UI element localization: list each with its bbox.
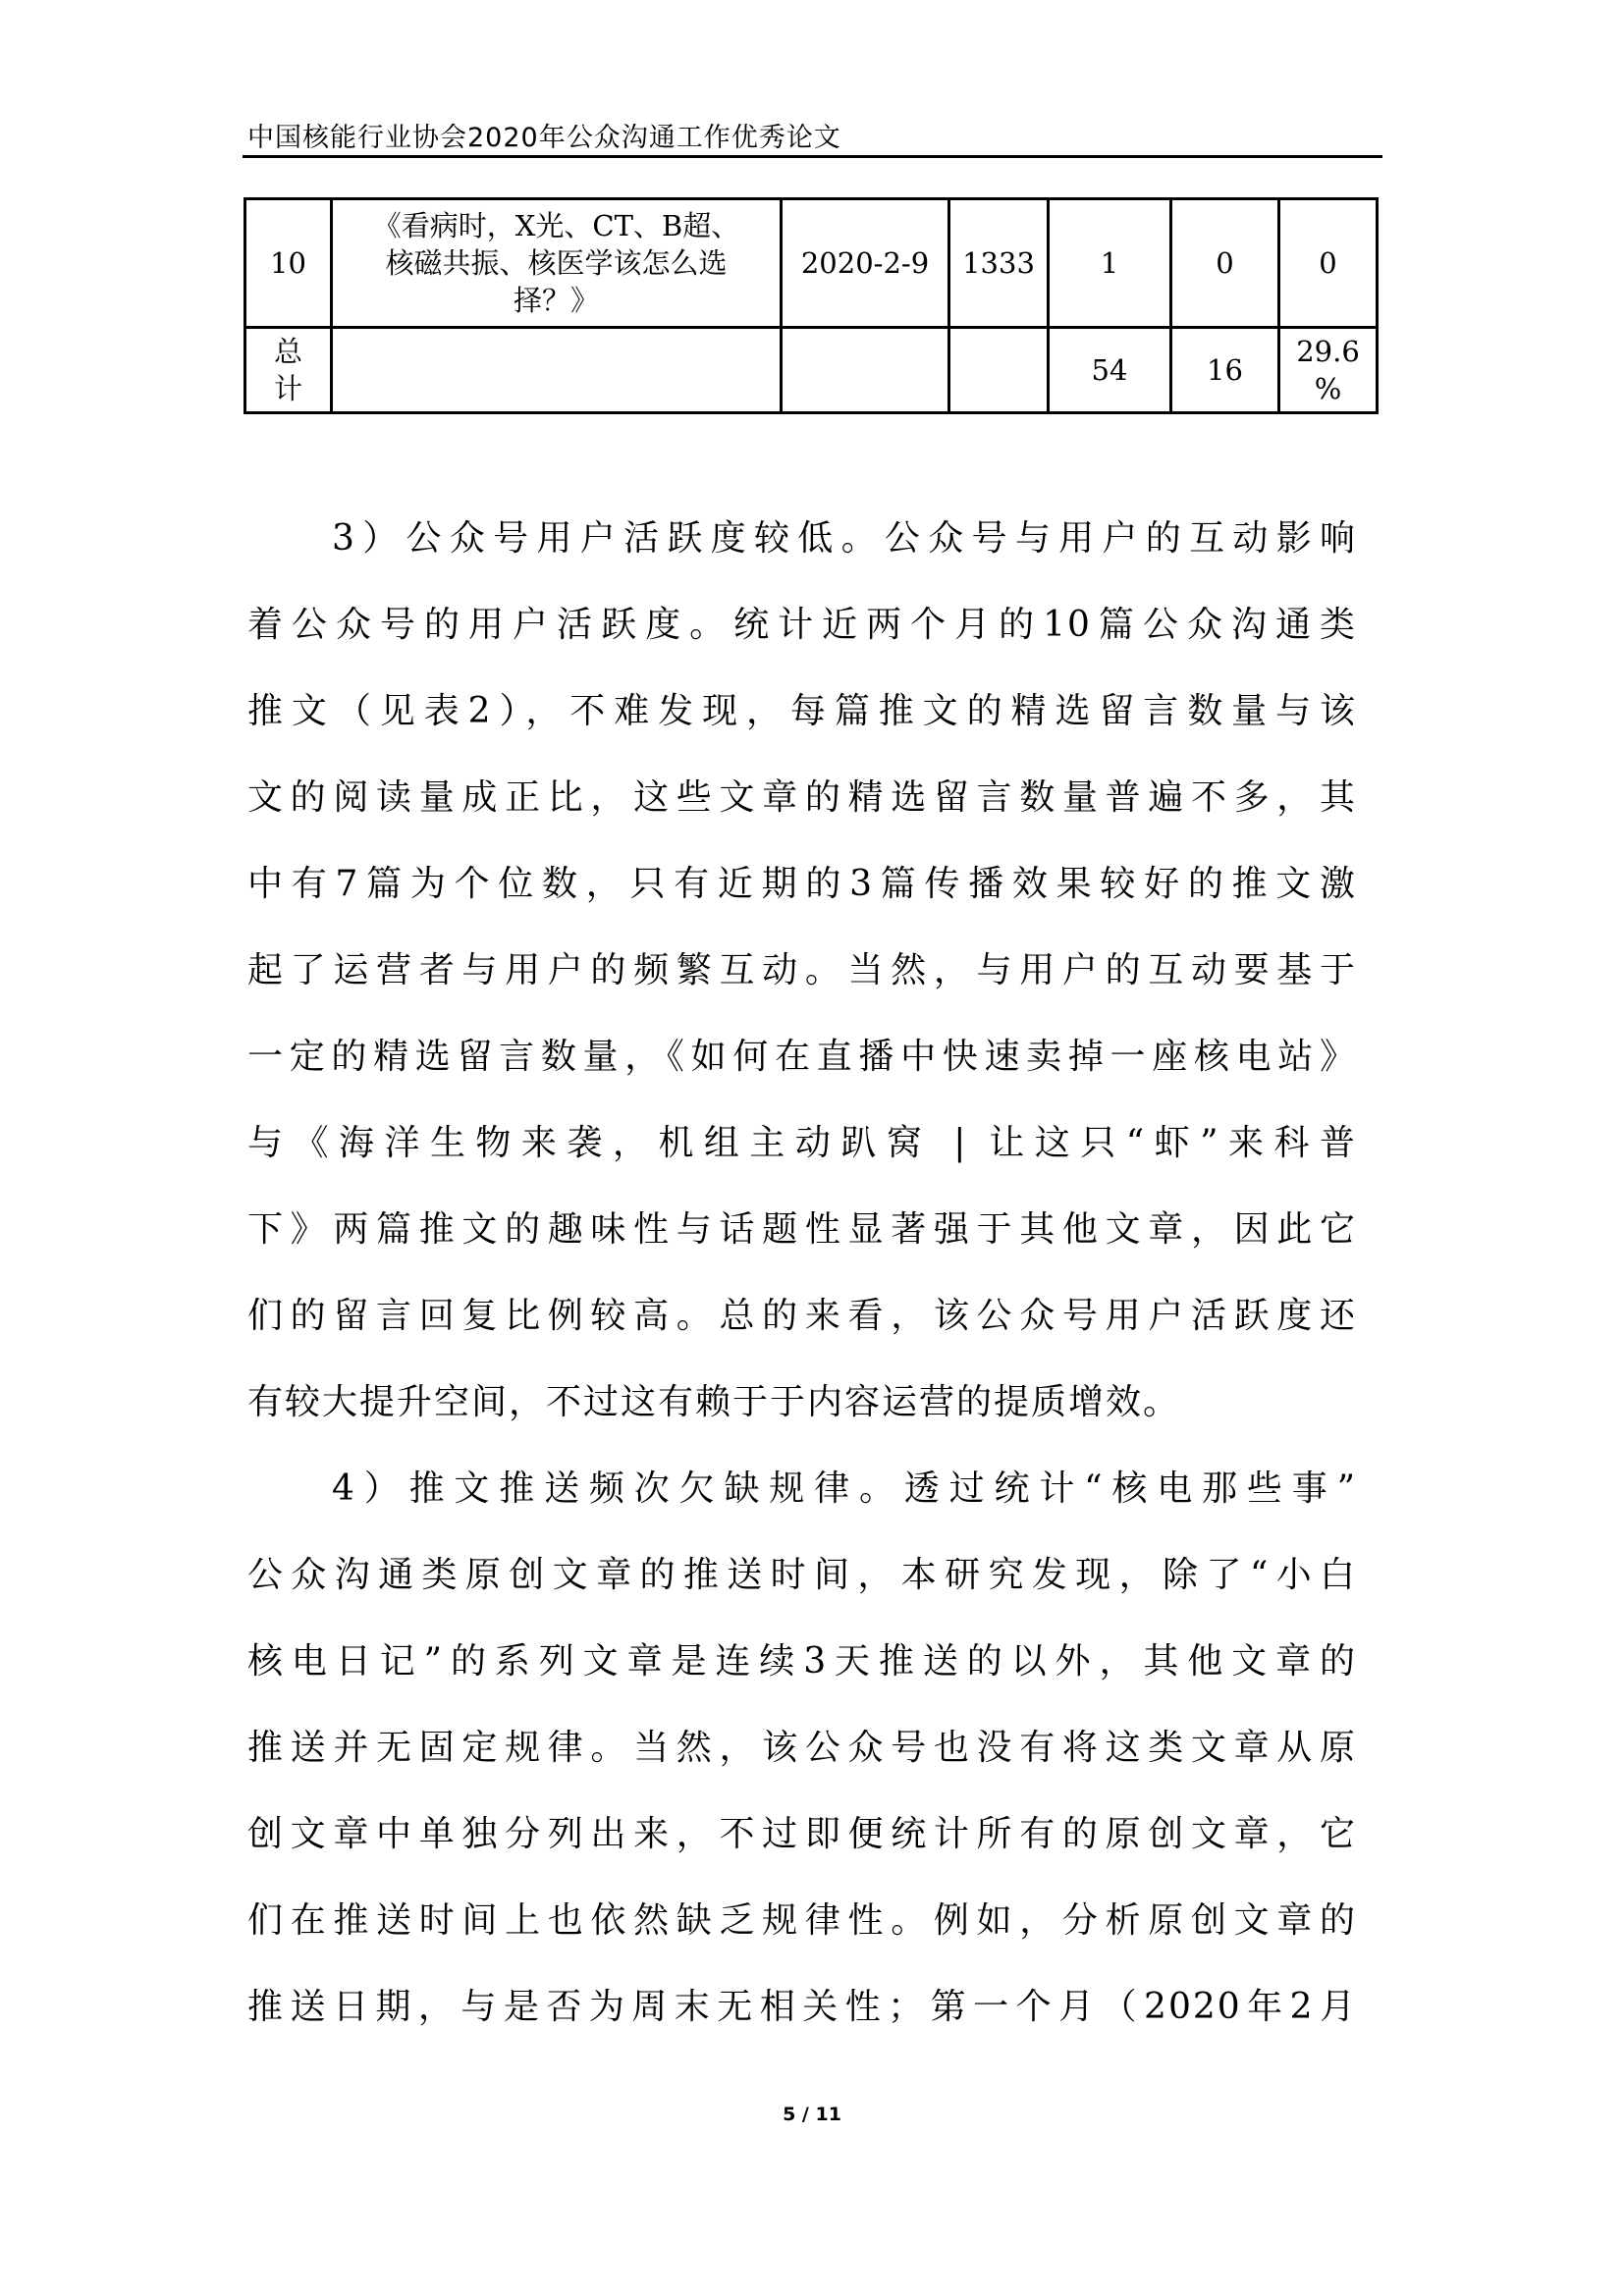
paragraph-line: 4）推文推送频次欠缺规律。透过统计“核电那些事” bbox=[332, 1468, 1357, 1509]
cell-replies: 16 bbox=[1171, 328, 1279, 413]
stats-table bbox=[244, 197, 1379, 414]
total-label-line: 计 bbox=[273, 372, 302, 405]
cell-no: 10 bbox=[245, 199, 332, 328]
title-line: 择？》 bbox=[513, 284, 599, 317]
cell-replies: 0 bbox=[1171, 199, 1279, 328]
paragraph-line: 推送日期，与是否为周末无相关性；第一个月（2020年2月 bbox=[247, 1987, 1357, 2027]
paragraph-line: 们的留言回复比例较高。总的来看，该公众号用户活跃度还 bbox=[247, 1296, 1357, 1336]
cell-title bbox=[332, 328, 782, 413]
cell-reads bbox=[949, 328, 1049, 413]
paragraph-line: 一定的精选留言数量，《如何在直播中快速卖掉一座核电站》 bbox=[247, 1037, 1357, 1077]
paragraph-line: 推送并无固定规律。当然，该公众号也没有将这类文章从原 bbox=[247, 1728, 1357, 1768]
paragraph-line: 下》两篇推文的趣味性与话题性显著强于其他文章，因此它 bbox=[247, 1209, 1357, 1250]
paragraph-line: 创文章中单独分列出来，不过即便统计所有的原创文章，它 bbox=[247, 1814, 1357, 1854]
paragraph-line: 们在推送时间上也依然缺乏规律性。例如，分析原创文章的 bbox=[247, 1900, 1357, 1941]
paragraph-line: 着公众号的用户活跃度。统计近两个月的10篇公众沟通类 bbox=[247, 605, 1357, 645]
header-rule bbox=[243, 155, 1382, 158]
cell-ratio: 0 bbox=[1279, 199, 1378, 328]
title-line: 《看病时，X光、CT、B超、 bbox=[372, 209, 740, 242]
title-line: 核磁共振、核医学该怎么选 bbox=[385, 246, 728, 280]
running-header: 中国核能行业协会2020年公众沟通工作优秀论文 bbox=[247, 123, 841, 153]
table-row-total bbox=[245, 328, 1378, 413]
ratio-line: 29.6 bbox=[1296, 335, 1360, 368]
paragraph-line: 3）公众号用户活跃度较低。公众号与用户的互动影响 bbox=[332, 518, 1357, 559]
paragraph-line: 有较大提升空间，不过这有赖于于内容运营的提质增效。 bbox=[247, 1382, 1181, 1422]
total-label-line: 总 bbox=[273, 335, 302, 368]
paragraph-line: 推文（见表2），不难发现，每篇推文的精选留言数量与该 bbox=[247, 691, 1357, 731]
paragraph-line: 核电日记”的系列文章是连续3天推送的以外，其他文章的 bbox=[247, 1641, 1357, 1682]
cell-title bbox=[332, 199, 782, 328]
paragraph-line: 起了运营者与用户的频繁互动。当然，与用户的互动要基于 bbox=[247, 950, 1357, 990]
cell-date: 2020-2-9 bbox=[782, 199, 949, 328]
cell-reads: 1333 bbox=[949, 199, 1049, 328]
paragraph-line: 公众沟通类原创文章的推送时间，本研究发现，除了“小白 bbox=[247, 1555, 1357, 1595]
paragraph-line: 中有7篇为个位数，只有近期的3篇传播效果较好的推文激 bbox=[247, 864, 1357, 904]
cell-comments: 54 bbox=[1049, 328, 1171, 413]
page-number: 5 / 11 bbox=[783, 2104, 841, 2125]
paragraph-line: 与《海洋生物来袭，机组主动趴窝 | 让这只“虾”来科普 bbox=[247, 1123, 1357, 1163]
table-row bbox=[245, 199, 1378, 328]
cell-comments: 1 bbox=[1049, 199, 1171, 328]
cell-total-label bbox=[245, 328, 332, 413]
paragraph-line: 文的阅读量成正比，这些文章的精选留言数量普遍不多，其 bbox=[247, 777, 1357, 818]
cell-ratio bbox=[1279, 328, 1378, 413]
cell-date bbox=[782, 328, 949, 413]
ratio-line: % bbox=[1314, 372, 1342, 405]
